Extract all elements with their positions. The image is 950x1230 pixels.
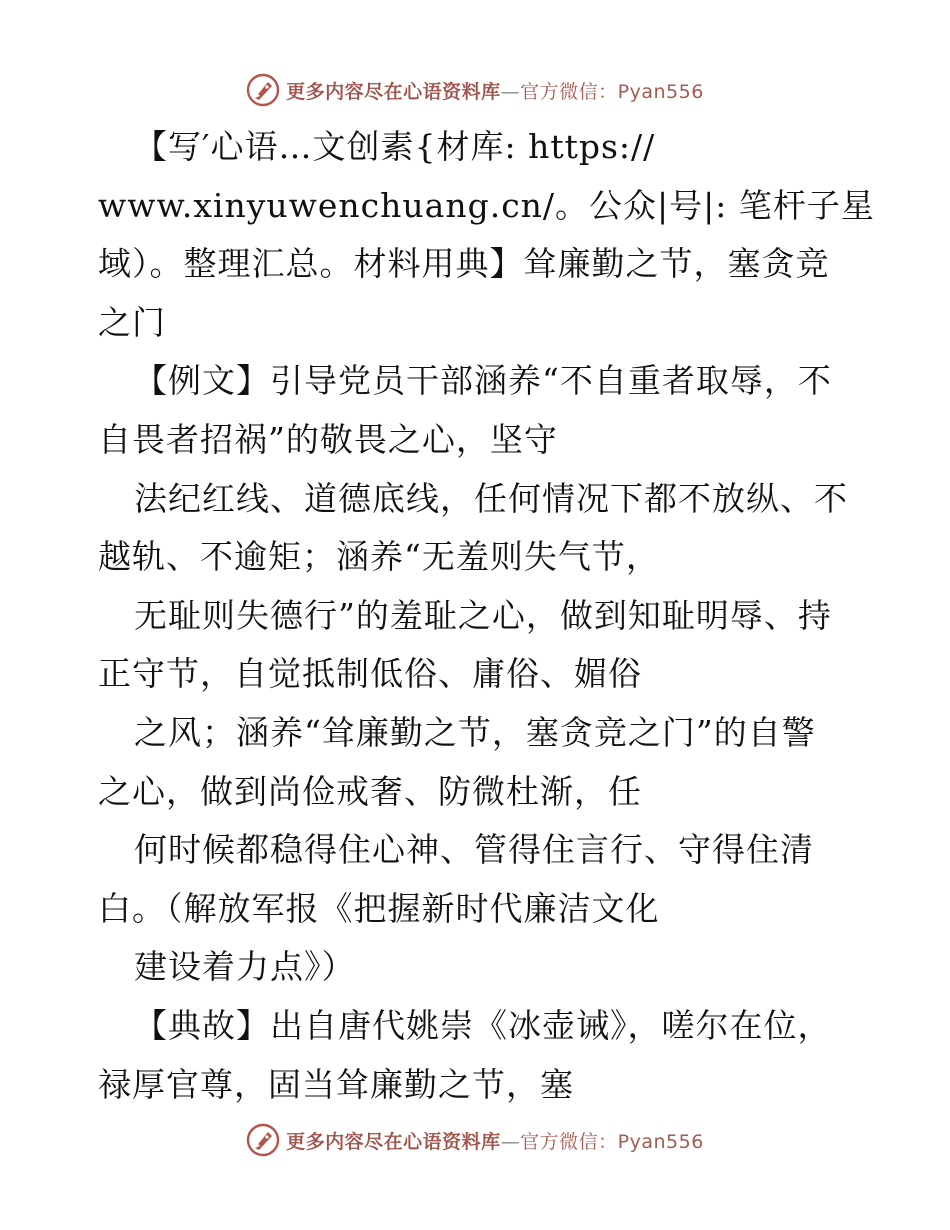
watermark-site-text: 更多内容尽在心语资料库: [286, 1130, 501, 1153]
text-line: 正守节，自觉抵制低俗、庸俗、媚俗: [98, 654, 642, 694]
text-line: 建设着力点》）: [134, 947, 356, 987]
watermark-site-text: 更多内容尽在心语资料库: [286, 80, 501, 103]
header-watermark: [0, 70, 950, 110]
text-line: 【典故】出自唐代姚崇《冰壶诫》，嗟尔在位，: [134, 1005, 832, 1045]
text-line: 法纪红线、道德底线，任何情况下都不放纵、不: [134, 478, 848, 518]
text-line: 白。（解放军报《把握新时代廉洁文化: [98, 888, 660, 928]
text-line: 域）。整理汇总。材料用典】耸廉勤之节，塞贪竞: [98, 244, 830, 284]
text-line: 何时候都稳得住心神、管得住言行、守得住清: [134, 830, 814, 870]
watermark-contact: 官方微信：Pyan556: [520, 1130, 704, 1153]
footer-watermark: [0, 1120, 950, 1160]
text-line: 自畏者招祸”的敬畏之心，坚守: [98, 419, 558, 459]
text-line: 无耻则失德行”的羞耻之心，做到知耻明辱、持: [134, 595, 832, 635]
text-line: 【写′心语…文创素{材库: https://: [134, 127, 656, 166]
watermark-text: [286, 1127, 704, 1154]
text-line: 之心，做到尚俭戒奢、防微杜渐，任: [98, 771, 642, 811]
watermark-text: [286, 77, 704, 104]
watermark-contact: 官方微信：Pyan556: [520, 80, 704, 103]
pen-nib-logo-icon: [246, 1123, 280, 1157]
watermark-separator: —: [500, 80, 521, 103]
text-line: www.xinyuwenchuang.cn/。公众|号|: 笔杆子星: [98, 185, 875, 225]
text-line: 越轨、不逾矩；涵养“无羞则失气节，: [98, 537, 660, 577]
document-body: [98, 118, 875, 1114]
pen-nib-logo-icon: [246, 73, 280, 107]
text-line: 之门: [98, 302, 166, 342]
watermark-separator: —: [500, 1130, 521, 1153]
text-line: 禄厚官尊，固当耸廉勤之节，塞: [98, 1064, 574, 1104]
text-line: 【例文】引导党员干部涵养“不自重者取辱，不: [134, 361, 832, 401]
text-line: 之风；涵养“耸廉勤之节，塞贪竞之门”的自警: [134, 712, 816, 752]
